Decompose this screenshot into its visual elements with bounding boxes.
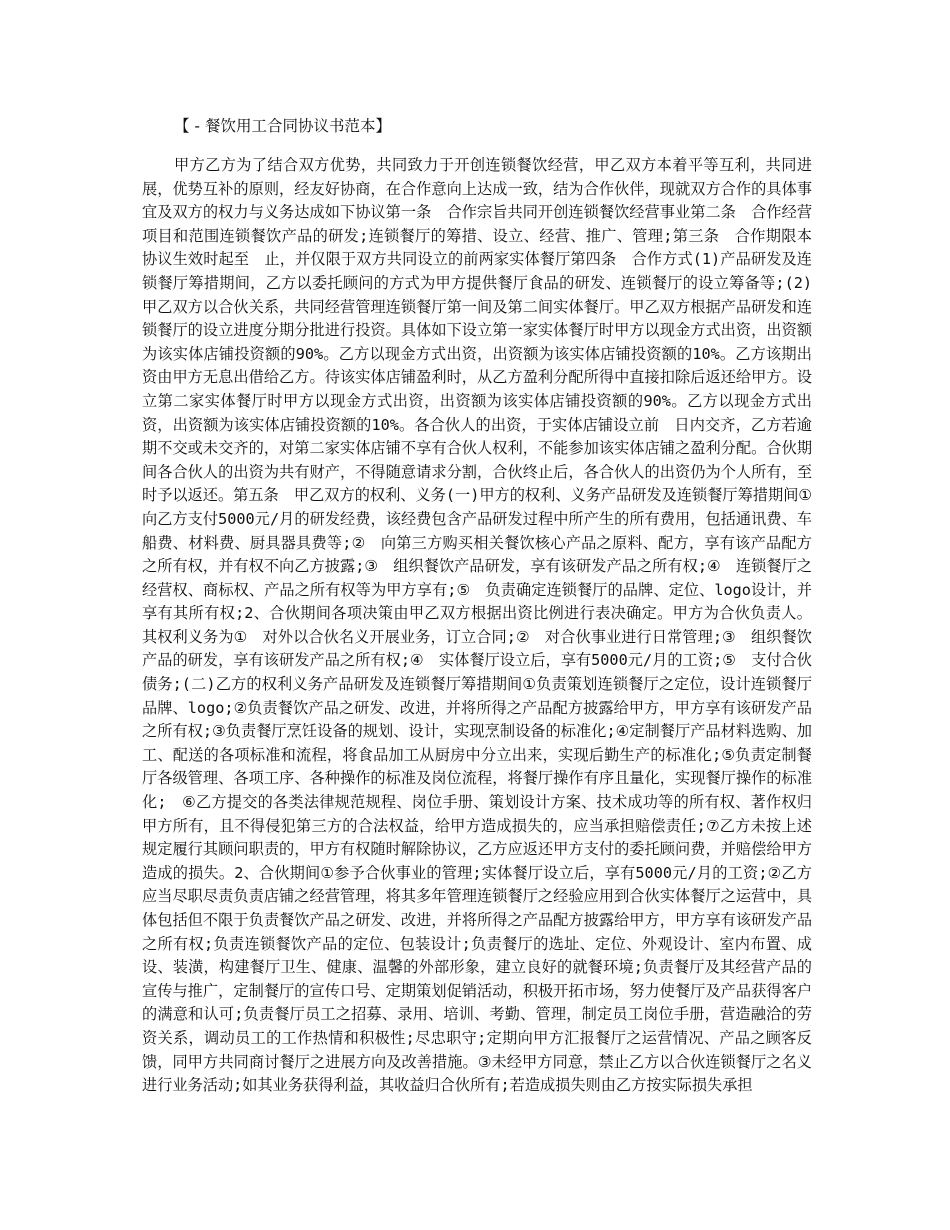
document-title: 【 - 餐饮用工合同协议书范本】 <box>174 117 391 135</box>
document-body-paragraph: 甲方乙方为了结合双方优势，共同致力于开创连锁餐饮经营，甲乙双方本着平等互利，共同进展，优势互补的原则，经友好协商，在合作意向上达成一致，结为合作伙伴，现就双方合作的具体事宜及双方的权力与义务达成如下协议第一条 合作宗旨共同开创连锁餐饮经营事业第二条 合作经营项目和范围连锁餐饮产品的研发;连锁餐厅的筹措、设立、经营、推广、管理;第三条 合作期限本协议生效时起至 止，并仅限于双方共同设立的前两家实体餐厅第四条 合作方式(1)产品研发及连锁餐厅筹措期间，乙方以委托顾问的方式为甲方提供餐厅食品的研发、连锁餐厅的设立筹备等;(2)甲乙双方以合伙关系，共同经营管理连锁餐厅第一间及第二间实体餐厅。甲乙双方根据产品研发和连锁餐厅的设立进度分期分批进行投资。具体如下设立第一家实体餐厅时甲方以现金方式出资，出资额为该实体店铺投资额的90%。乙方以现金方式出资，出资额为该实体店铺投资额的10%。乙方该期出资由甲方无息出借给乙方。待该实体店铺盈利时，从乙方盈利分配所得中直接扣除后返还给甲方。设立第二家实体餐厅时甲方以现金方式出资，出资额为该实体店铺投资额的90%。乙方以现金方式出资，出资额为该实体店铺投资额的10%。各合伙人的出资，于实体店铺设立前 日内交齐，乙方若逾期不交或未交齐的，对第二家实体店铺不享有合伙人权利，不能参加该实体店铺之盈利分配。合伙期间各合伙人的出资为共有财产，不得随意请求分割，合伙终止后，各合伙人的出资仍为个人所有，至时予以返还。第五条 甲乙双方的权利、义务(一)甲方的权利、义务产品研发及连锁餐厅筹措期间① 向乙方支付5000元/月的研发经费，该经费包含产品研发过程中所产生的所有费用，包括通讯费、车船费、材料费、厨具器具费等;② 向第三方购买相关餐饮核心产品之原料、配方，享有该产品配方之所有权，并有权不向乙方披露;③ 组织餐饮产品研发，享有该研发产品之所有权;④ 连锁餐厅之经营权、商标权、产品之所有权等为甲方享有;⑤ 负责确定连锁餐厅的品牌、定位、logo设计，并享有其所有权;2、合伙期间各项决策由甲乙双方根据出资比例进行表决确定。甲方为合伙负责人。其权利义务为① 对外以合伙名义开展业务，订立合同;② 对合伙事业进行日常管理;③ 组织餐饮产品的研发，享有该研发产品之所有权;④ 实体餐厅设立后，享有5000元/月的工资;⑤ 支付合伙债务;(二)乙方的权利义务产品研发及连锁餐厅筹措期间①负责策划连锁餐厅之定位，设计连锁餐厅品牌、logo;②负责餐饮产品之研发、改进，并将所得之产品配方披露给甲方，甲方享有该研发产品之所有权;③负责餐厅烹饪设备的规划、设计，实现烹制设备的标准化;④定制餐厅产品材料选购、加工、配送的各项标准和流程，将食品加工从厨房中分立出来，实现后勤生产的标准化;⑤负责定制餐厅各级管理、各项工序、各种操作的标准及岗位流程，将餐厅操作有序且量化，实现餐厅操作的标准化; ⑥乙方提交的各类法律规范规程、岗位手册、策划设计方案、技术成功等的所有权、著作权归甲方所有，且不得侵犯第三方的合法权益，给甲方造成损失的，应当承担赔偿责任;⑦乙方未按上述规定履行其顾问职责的，甲方有权随时解除协议，乙方应返还甲方支付的委托顾问费，并赔偿给甲方造成的损失。2、合伙期间①参予合伙事业的管理;实体餐厅设立后，享有5000元/月的工资;②乙方应当尽职尽责负责店铺之经营管理，将其多年管理连锁餐厅之经验应用到合伙实体餐厅之运营中，具体包括但不限于负责餐饮产品之研发、改进，并将所得之产品配方披露给甲方，甲方享有该研发产品之所有权;负责连锁餐饮产品的定位、包装设计;负责餐厅的选址、定位、外观设计、室内布置、成设、装潢，构建餐厅卫生、健康、温馨的外部形象，建立良好的就餐环境;负责餐厅及其经营产品的宣传与推广，定制餐厅的宣传口号、定期策划促销活动，积极开拓市场，努力使餐厅及产品获得客户的满意和认可;负责餐厅员工之招募、录用、培训、考勤、管理，制定员工岗位手册，营造融洽的劳资关系，调动员工的工作热情和积极性;尽忠职守;定期向甲方汇报餐厅之运营情况、产品之顾客反馈，同甲方共同商讨餐厅之进展方向及改善措施。③未经甲方同意，禁止乙方以合伙连锁餐厅之名义进行业务活动;如其业务获得利益，其收益归合伙所有;若造成损失则由乙方按实际损失承担 <box>142 156 828 1095</box>
